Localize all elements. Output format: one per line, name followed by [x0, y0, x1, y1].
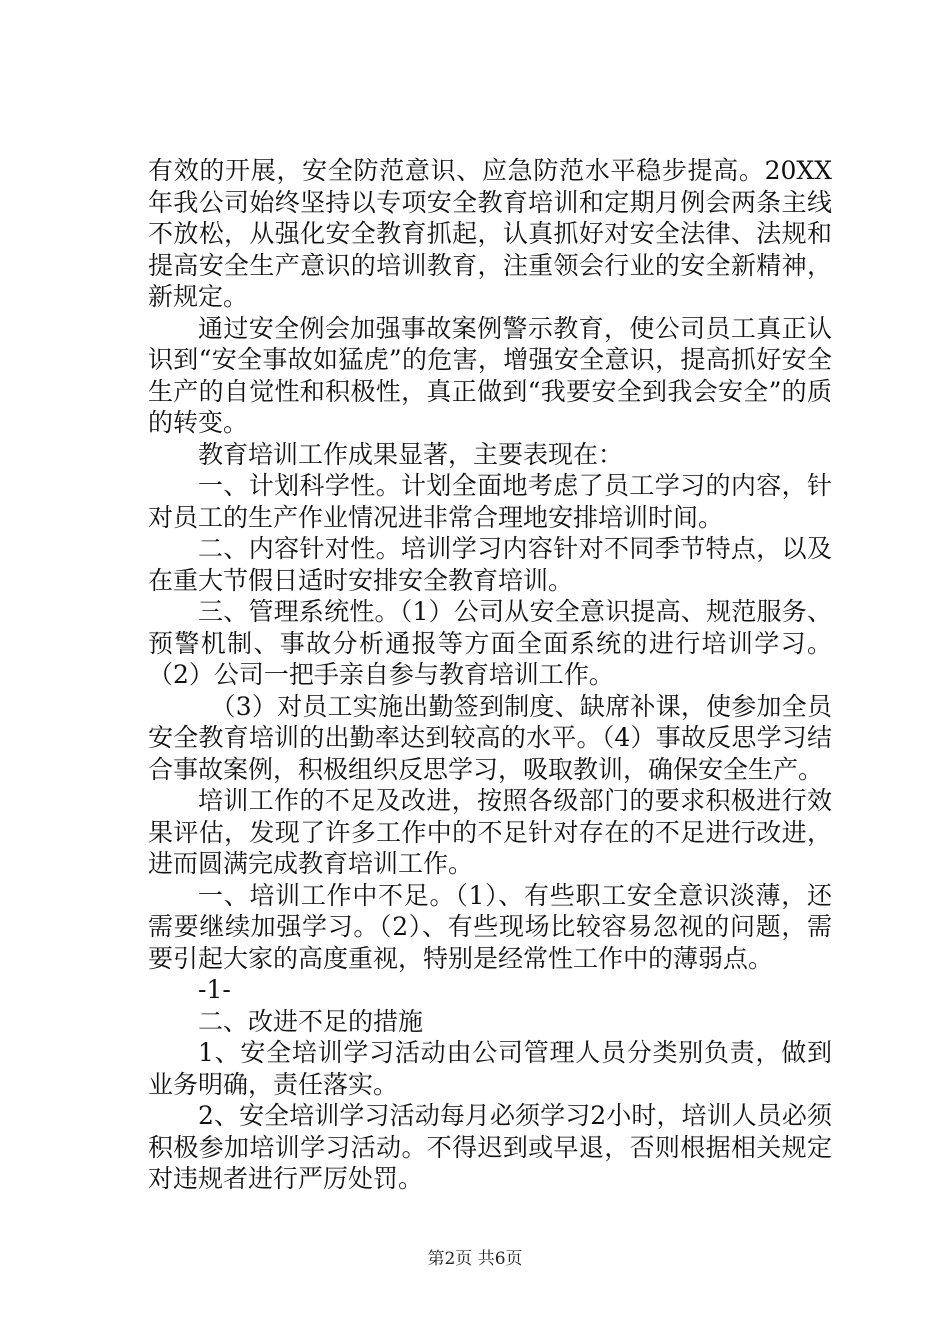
- paragraph-results-heading: 教育培训工作成果显著，主要表现在：: [198, 439, 624, 469]
- paragraph-shortcomings: 一、培训工作中不足。（1）、有些职工安全意识淡薄，还需要继续加强学习。（2）、有些现场比较容易忽视的问题，需要引起大家的高度重视，特别是经常性工作中的薄弱点。: [148, 880, 832, 973]
- page-indicator: 第2页 共6页: [427, 1249, 523, 1269]
- inline-page-number: -1-: [198, 975, 231, 1004]
- paragraph-case-study: 通过安全例会加强事故案例警示教育，使公司员工真正认识到“安全事故如猛虎”的危害，增强安全意识，提高抓好安全生产的自觉性和积极性，真正做到“我要安全到我会安全”的质的转变。: [148, 313, 832, 437]
- paragraph-measure-2: 2、安全培训学习活动每月必须学习2小时，培训人员必须积极参加培训学习活动。不得迟到或早退，否则根据相关规定对违规者进行严厉处罚。: [148, 1101, 832, 1193]
- paragraph-measures-heading: 二、改进不足的措施: [198, 1006, 424, 1036]
- paragraph-measure-1: 1、安全培训学习活动由公司管理人员分类别负责，做到业务明确，责任落实。: [148, 1038, 832, 1099]
- paragraph-item-management: 三、管理系统性。（1）公司从安全意识提高、规范服务、预警机制、事故分析通报等方面全面系统的进行培训学习。（2）公司一把手亲自参与教育培训工作。: [148, 597, 832, 689]
- paragraph-intro-continuation: 有效的开展，安全防范意识、应急防范水平稳步提高。20XX年我公司始终坚持以专项安全教育培训和定期月例会两条主线不放松，从强化安全教育抓起，认真抓好对安全法律、法规和提高安全生产意识的培训教育，注重领会行业的安全新精神，新规定。: [148, 156, 832, 311]
- paragraph-shortcomings-intro: 培训工作的不足及改进，按照各级部门的要求积极进行效果评估，发现了许多工作中的不足针对存在的不足进行改进，进而圆满完成教育培训工作。: [148, 786, 832, 878]
- paragraph-item-plan: 一、计划科学性。计划全面地考虑了员工学习的内容，针对员工的生产作业情况进非常合理地安排培训时间。: [148, 471, 832, 532]
- document-body: [148, 155, 832, 1195]
- page-footer: [0, 1244, 950, 1269]
- paragraph-item-content: 二、内容针对性。培训学习内容针对不同季节特点，以及在重大节假日适时安排安全教育培训。: [148, 534, 832, 595]
- paragraph-item-attendance: （3）对员工实施出勤签到制度、缺席补课，使参加全员安全教育培训的出勤率达到较高的水平。（4）事故反思学习结合事故案例，积极组织反思学习，吸取教训，确保安全生产。: [148, 691, 832, 784]
